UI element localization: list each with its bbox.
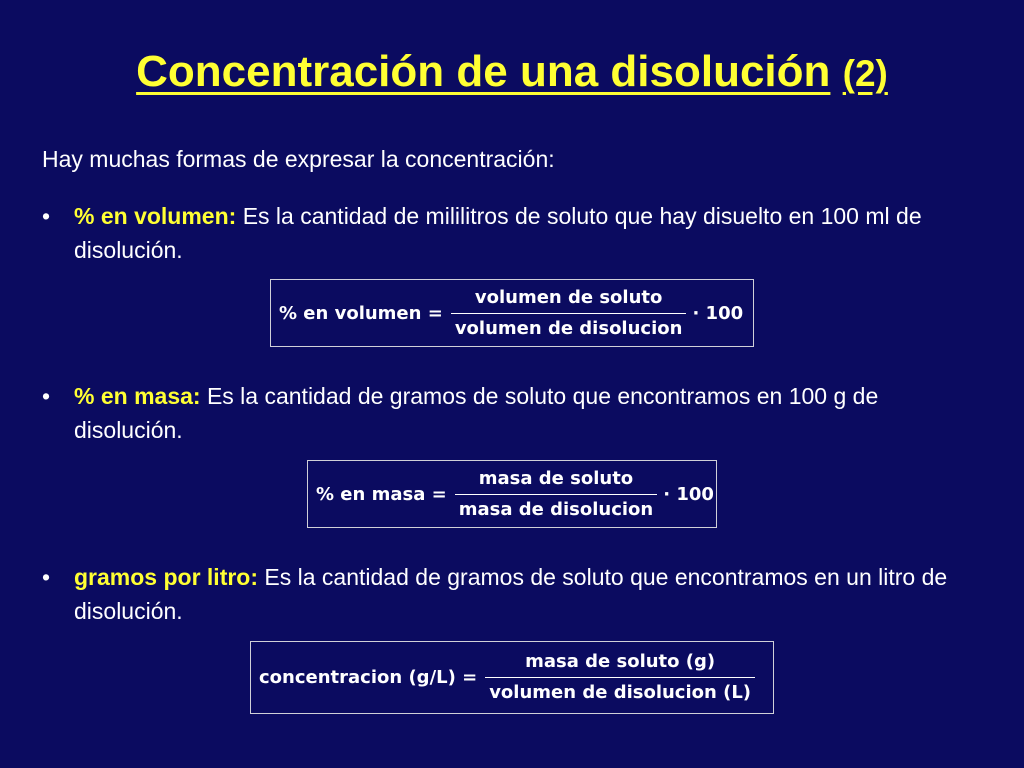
formula-denominator: masa de disolucion: [458, 498, 654, 520]
formula-lhs: % en volumen =: [279, 302, 443, 324]
bullet-volume-percent: [42, 199, 992, 267]
formula-denominator: volumen de disolucion (L): [489, 682, 752, 703]
bullet-term: % en masa:: [74, 383, 201, 409]
formula-multiplier: · 100: [663, 483, 714, 505]
formula-fraction: [451, 287, 687, 340]
bullet-term: gramos por litro:: [74, 564, 259, 590]
bullet-mass-percent: [42, 379, 992, 447]
bullet-dot: •: [42, 203, 51, 229]
bullet-dot: •: [42, 564, 51, 590]
intro-text: Hay muchas formas de expresar la concentración:: [42, 146, 555, 172]
formula-numerator: masa de soluto: [478, 467, 634, 489]
formula-fraction: [485, 651, 755, 704]
bullet-dot: •: [42, 383, 51, 409]
formula-lhs: concentracion (g/L) =: [259, 667, 478, 688]
formula-mass-percent: [307, 460, 717, 528]
bullet-description: Es la cantidad de mililitros de soluto que hay disuelto en 100 ml de disolución.: [74, 203, 922, 263]
formula-lhs: % en masa =: [316, 483, 447, 505]
bullet-description: Es la cantidad de gramos de soluto que encontramos en 100 g de disolución.: [74, 383, 879, 443]
formula-multiplier: · 100: [692, 302, 744, 324]
formula-grams-per-liter: [250, 641, 774, 714]
slide-title-main: Concentración de una disolución: [136, 47, 831, 96]
bullet-term: % en volumen:: [74, 203, 237, 229]
bullet-description: Es la cantidad de gramos de soluto que encontramos en un litro de disolución.: [74, 564, 948, 624]
formula-numerator: volumen de soluto: [474, 286, 663, 308]
bullet-grams-per-liter: [42, 560, 992, 628]
formula-volume-percent: [270, 279, 754, 347]
slide-title-suffix: (2): [842, 53, 888, 94]
formula-denominator: volumen de disolucion: [454, 317, 683, 339]
slide-title: [0, 44, 1024, 102]
formula-fraction: [455, 468, 658, 521]
formula-numerator: masa de soluto (g): [525, 651, 716, 672]
